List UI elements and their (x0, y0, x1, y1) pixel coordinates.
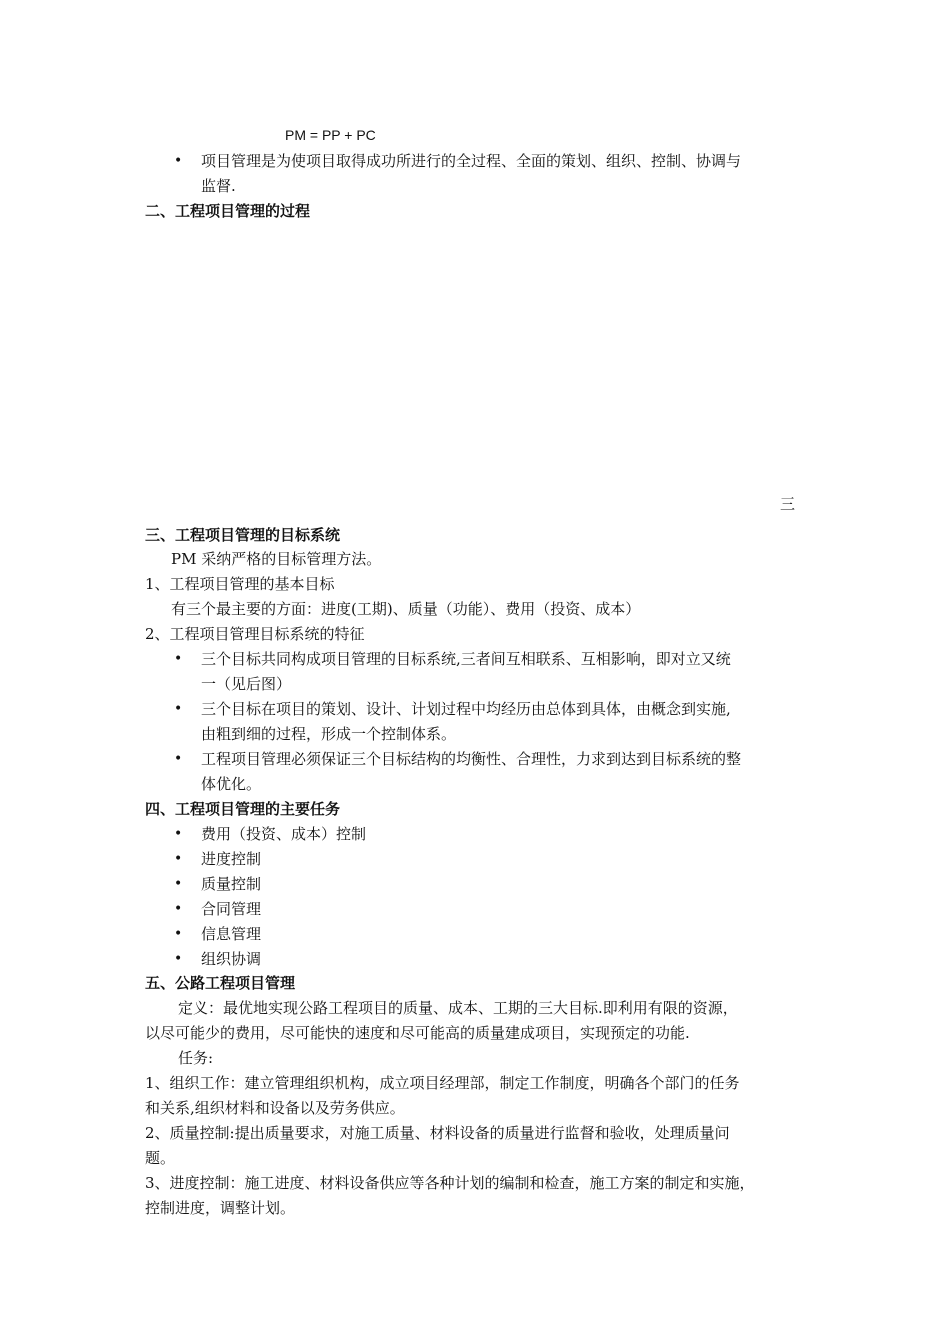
section-heading-process: 二、工程项目管理的过程 (145, 202, 311, 220)
bullet-dot: • (174, 901, 183, 917)
task-item: 信息管理 (201, 925, 262, 943)
section-heading-highway-pm: 五、公路工程项目管理 (145, 974, 296, 992)
bullet-dot: • (174, 701, 183, 717)
task-item: 质量控制 (201, 875, 262, 893)
task-quality-line-1: 2、质量控制:提出质量要求，对施工质量、材料设备的质量进行监督和验收，处理质量问 (145, 1124, 730, 1142)
characteristic-2-line-2: 由粗到细的过程，形成一个控制体系。 (201, 725, 457, 743)
task-schedule-line-2: 控制进度，调整计划。 (145, 1199, 296, 1217)
intro-bullet-line-2: 监督. (201, 177, 236, 195)
characteristic-1-line-1: 三个目标共同构成项目管理的目标系统,三者间互相联系、互相影响，即对立又统 (201, 650, 731, 668)
section-heading-goal-system: 三、工程项目管理的目标系统 (145, 526, 341, 544)
task-organization-line-2: 和关系,组织材料和设备以及劳务供应。 (145, 1099, 405, 1117)
bullet-dot: • (174, 153, 183, 169)
goal-system-intro: PM 采纳严格的目标管理方法。 (171, 550, 382, 568)
formula-text: PM = PP + PC (285, 127, 376, 143)
task-quality-line-2: 题。 (145, 1149, 176, 1167)
definition-line-1: 定义：最优地实现公路工程项目的质量、成本、工期的三大目标.即利用有限的资源， (178, 999, 738, 1017)
bullet-dot: • (174, 951, 183, 967)
task-item: 组织协调 (201, 950, 262, 968)
characteristic-1-line-2: 一（见后图） (201, 675, 292, 693)
definition-line-2: 以尽可能少的费用，尽可能快的速度和尽可能高的质量建成项目，实现预定的功能. (145, 1024, 690, 1042)
intro-bullet-line-1: 项目管理是为使项目取得成功所进行的全过程、全面的策划、组织、控制、协调与 (201, 152, 742, 170)
task-schedule-line-1: 3、进度控制：施工进度、材料设备供应等各种计划的编制和检查，施工方案的制定和实施， (145, 1174, 755, 1192)
bullet-dot: • (174, 851, 183, 867)
bullet-dot: • (174, 751, 183, 767)
characteristic-3-line-2: 体优化。 (201, 775, 262, 793)
task-item: 进度控制 (201, 850, 262, 868)
task-organization-line-1: 1、组织工作：建立管理组织机构，成立项目经理部，制定工作制度，明确各个部门的任务 (145, 1074, 740, 1092)
bullet-dot: • (174, 826, 183, 842)
basic-goals-text: 有三个最主要的方面：进度(工期)、质量（功能）、费用（投资、成本） (171, 600, 641, 618)
subsection-title-characteristics: 2、工程项目管理目标系统的特征 (145, 625, 365, 643)
subsection-title-basic-goals: 1、工程项目管理的基本目标 (145, 575, 335, 593)
bullet-dot: • (174, 876, 183, 892)
section-heading-main-tasks: 四、工程项目管理的主要任务 (145, 800, 341, 818)
stray-character: 三 (780, 495, 796, 513)
tasks-label: 任务: (178, 1049, 214, 1067)
characteristic-2-line-1: 三个目标在项目的策划、设计、计划过程中均经历由总体到具体，由概念到实施, (201, 700, 731, 718)
task-item: 费用（投资、成本）控制 (201, 825, 367, 843)
task-item: 合同管理 (201, 900, 262, 918)
bullet-dot: • (174, 926, 183, 942)
bullet-dot: • (174, 651, 183, 667)
characteristic-3-line-1: 工程项目管理必须保证三个目标结构的均衡性、合理性，力求到达到目标系统的整 (201, 750, 742, 768)
